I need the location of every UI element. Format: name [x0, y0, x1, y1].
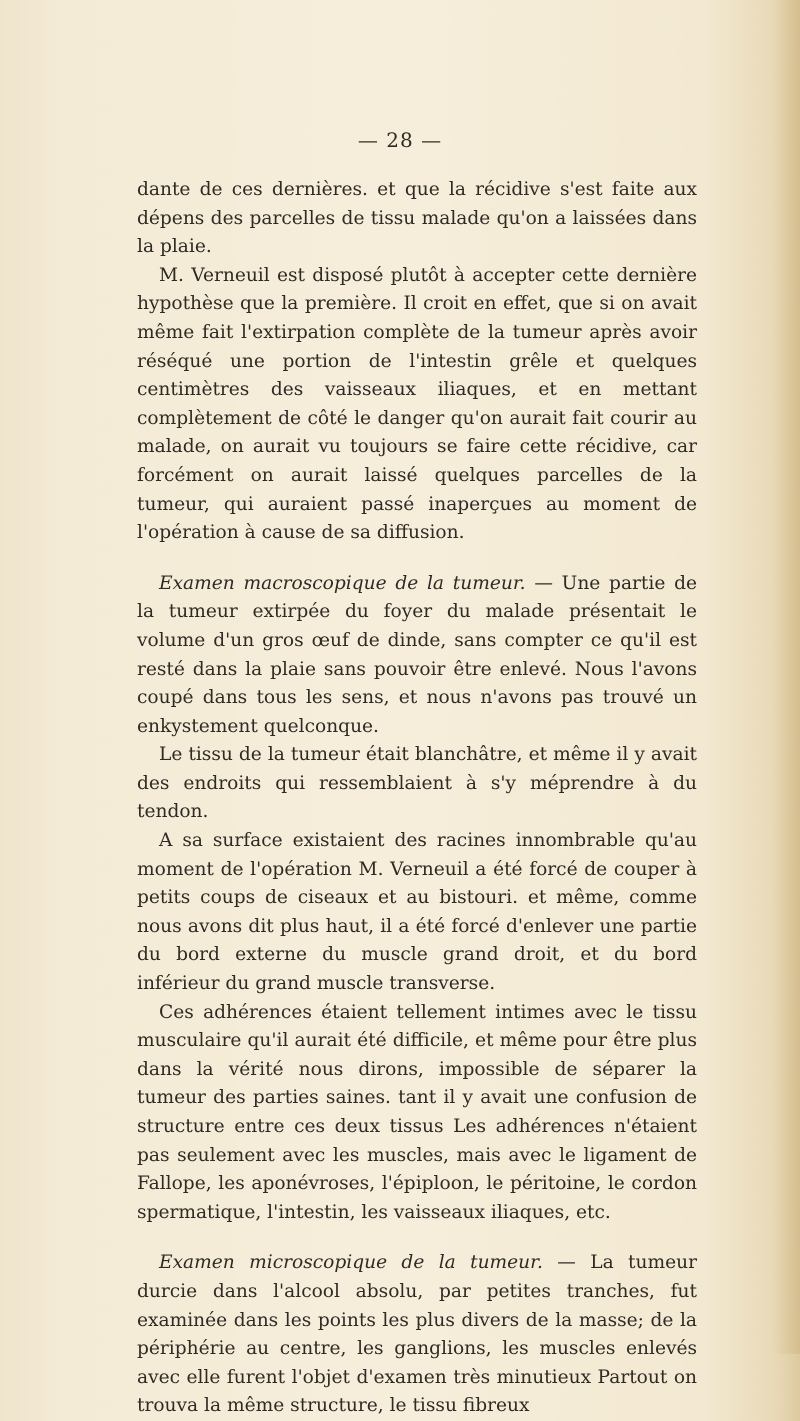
paragraph-surface-roots: A sa surface existaient des racines innombrable qu'au moment de l'opération M. Verneuil a été forcé de couper à petits coups de ciseaux et au bistouri. et même, comme nous avons dit plus haut, il a été forcé d'enlever une partie du bord externe du muscle grand droit, et du bord inférieur du grand muscle transverse. — [137, 830, 697, 995]
page-edge-shadow — [770, 0, 800, 1354]
paragraph-text: — Une partie de la tumeur extirpée du foyer du malade présentait le volume d'un gros œuf de dinde, sans compter ce qu'il est resté dans la plaie sans pouvoir être enlevé. Nous l'avons coupé dans tous les sens, et nous n'avons pas trouvé un enkystement quelconque. — [137, 572, 697, 737]
paragraph-macroscopic-exam — [137, 570, 697, 742]
paragraph-microscopic-exam — [137, 1249, 697, 1421]
page-number: — 28 — — [357, 128, 443, 152]
paragraph-continuation: dante de ces dernières. et que la récidive s'est faite aux dépens des parcelles de tissu malade qu'on a laissées dans la plaie. — [137, 179, 697, 258]
paragraph-text: — La tumeur durcie dans l'alcool absolu, par petites tranches, fut examinée dans les points les plus divers de la masse; de la périphérie au centre, les ganglions, les muscles enlevés avec elle furent l'objet d'examen très minutieux Partout on trouva la même structure, le tissu fibreux — [137, 1252, 697, 1417]
body-text — [137, 176, 697, 1421]
paragraph-tissue-description: Le tissu de la tumeur était blanchâtre, et même il y avait des endroits qui ressemblaient à s'y méprendre à du tendon. — [137, 744, 697, 823]
paragraph-verneuil-hypothesis: M. Verneuil est disposé plutôt à accepter cette dernière hypothèse que la première. Il croit en effet, que si on avait même fait l'extirpation complète de la tumeur après avoir réséqué une portion de l'intestin grêle et quelques centimètres des vaisseaux iliaques, et en mettant complètement de côté le danger qu'on aurait fait courir au malade, on aurait vu toujours se faire cette récidive, car forcément on aurait laissé quelques parcelles de la tumeur, qui auraient passé inaperçues au moment de l'opération à cause de sa diffusion. — [137, 264, 697, 544]
paragraph-adhesions: Ces adhérences étaient tellement intimes avec le tissu musculaire qu'il aurait été difficile, et même pour être plus dans la vérité nous dirons, impossible de séparer la tumeur des parties saines. tant il y avait une confusion de structure entre ces deux tissus Les adhérences n'étaient pas seulement avec les muscles, mais avec le ligament de Fallope, les aponévroses, l'épiploon, le péritoine, le cordon spermatique, l'intestin, les vaisseaux iliaques, etc. — [137, 1001, 697, 1223]
section-heading-microscopic: Examen microscopique de la tumeur. — [159, 1252, 543, 1274]
section-heading-macroscopic: Examen macroscopique de la tumeur. — [159, 572, 526, 594]
